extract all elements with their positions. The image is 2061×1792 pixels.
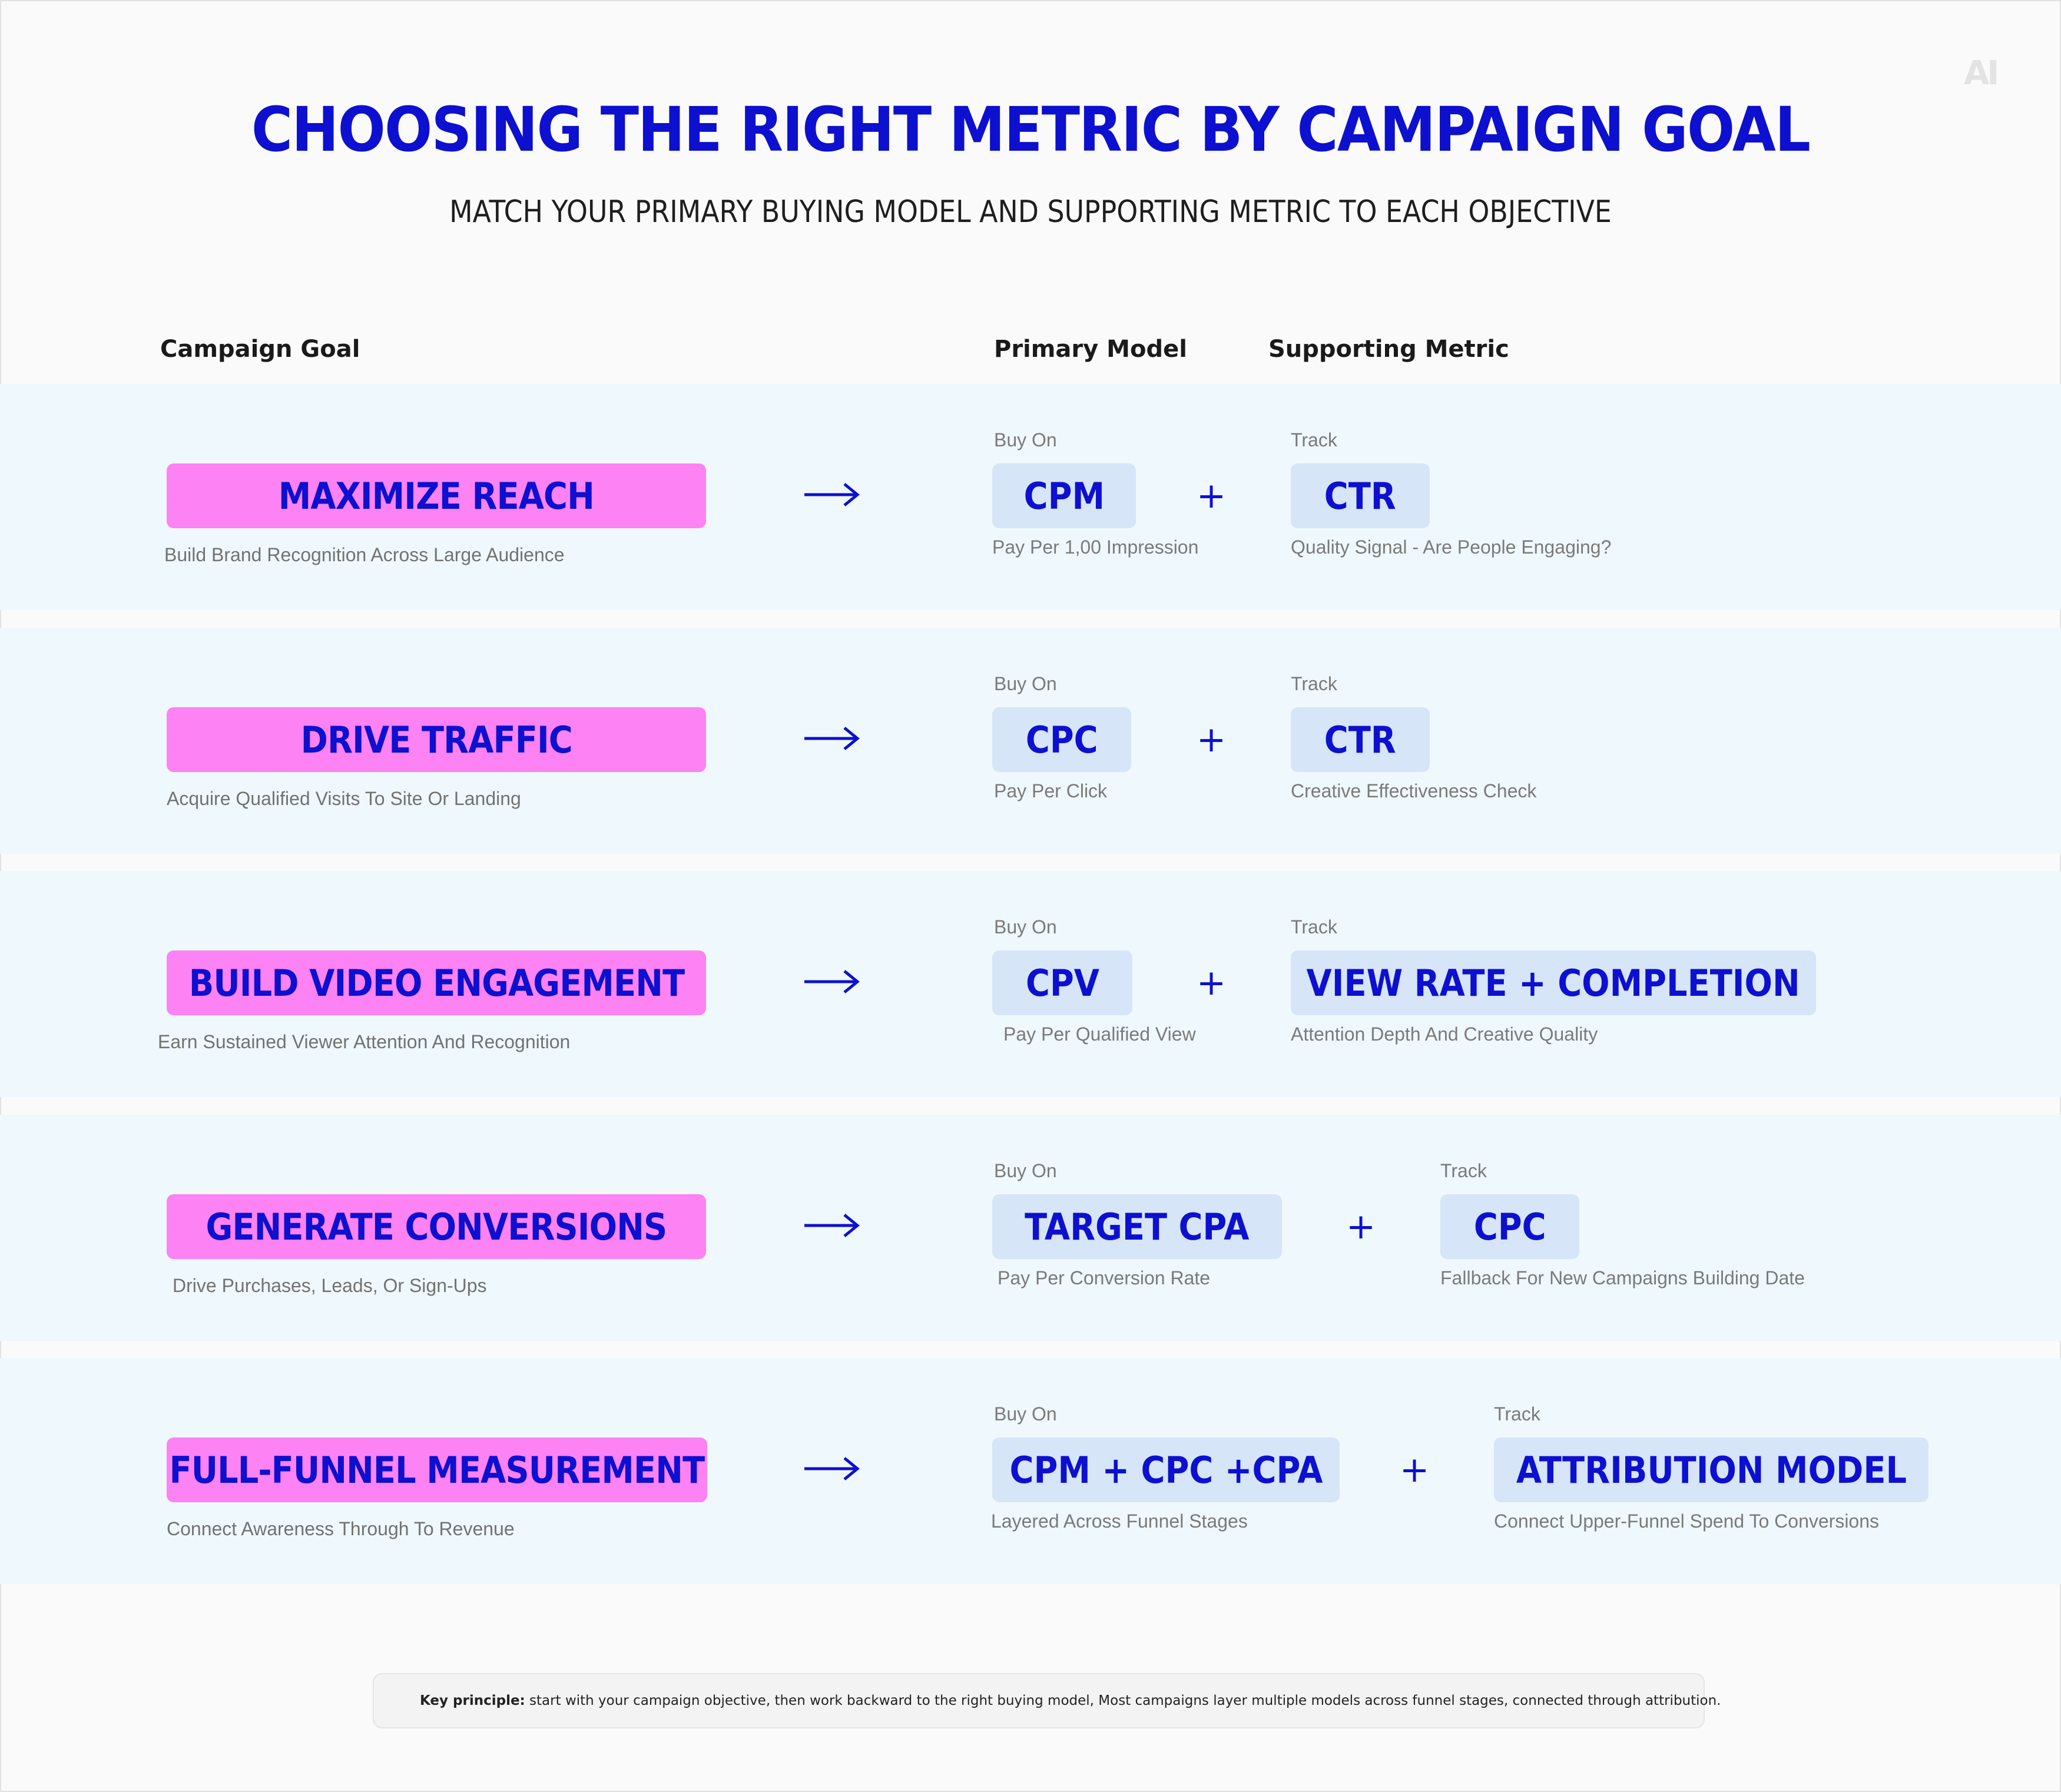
arrow-right-icon	[802, 1208, 861, 1243]
primary-model-description: Pay Per Conversion Rate	[998, 1267, 1211, 1288]
goal-description: Earn Sustained Viewer Attention And Recognition	[158, 1031, 571, 1052]
track-label: Track	[1440, 1160, 1487, 1181]
key-principle-label: Key principle:	[420, 1693, 525, 1708]
supporting-metric-description: Creative Effectiveness Check	[1291, 780, 1537, 801]
supporting-metric-description: Connect Upper-Funnel Spend To Conversions	[1494, 1511, 1880, 1532]
goal-pill: MAXIMIZE REACH	[167, 463, 706, 528]
column-header-primary: Primary Model	[994, 336, 1187, 363]
key-principle-text: start with your campaign objective, then work backward to the right buying model, Most campaigns layer multiple models across funnel stages, connected through attribution.	[525, 1693, 1721, 1708]
primary-model-pill: CPC	[992, 707, 1131, 772]
page-title: CHOOSING THE RIGHT METRIC BY CAMPAIGN GOAL	[251, 94, 1810, 165]
arrow-right-icon	[802, 477, 861, 512]
goal-row	[0, 384, 2061, 610]
supporting-metric-pill: ATTRIBUTION MODEL	[1494, 1437, 1929, 1502]
brand-logo: AI	[1964, 54, 1997, 92]
buy-on-label: Buy On	[994, 916, 1057, 938]
goal-description: Connect Awareness Through To Revenue	[167, 1518, 515, 1539]
plus-icon: +	[1399, 1449, 1430, 1490]
supporting-metric-description: Quality Signal - Are People Engaging?	[1291, 536, 1612, 558]
goal-description: Acquire Qualified Visits To Site Or Landing	[167, 788, 521, 809]
primary-model-description: Pay Per Click	[994, 780, 1108, 801]
buy-on-label: Buy On	[994, 429, 1057, 451]
primary-model-description: Layered Across Funnel Stages	[991, 1511, 1248, 1532]
plus-icon: +	[1196, 962, 1227, 1003]
supporting-metric-pill: CTR	[1291, 707, 1430, 772]
column-header-goal: Campaign Goal	[160, 336, 360, 363]
supporting-metric-pill: CTR	[1291, 463, 1430, 528]
goal-pill: GENERATE CONVERSIONS	[167, 1194, 706, 1259]
goal-row	[0, 1115, 2061, 1341]
primary-model-pill: CPM + CPC +CPA	[992, 1437, 1340, 1502]
supporting-metric-pill: CPC	[1440, 1194, 1579, 1259]
primary-model-pill: CPV	[992, 950, 1132, 1015]
primary-model-description: Pay Per 1,00 Impression	[992, 536, 1199, 558]
supporting-metric-pill: VIEW RATE + COMPLETION	[1291, 950, 1816, 1015]
goal-row	[0, 871, 2061, 1097]
track-label: Track	[1291, 429, 1337, 451]
goal-row	[0, 1358, 2061, 1584]
plus-icon: +	[1196, 475, 1227, 516]
goal-pill: BUILD VIDEO ENGAGEMENT	[167, 950, 706, 1015]
primary-model-pill: TARGET CPA	[992, 1194, 1282, 1259]
plus-icon: +	[1196, 719, 1227, 760]
buy-on-label: Buy On	[994, 673, 1057, 694]
primary-model-pill: CPM	[992, 463, 1136, 528]
page-subtitle: MATCH YOUR PRIMARY BUYING MODEL AND SUPPORTING METRIC TO EACH OBJECTIVE	[449, 194, 1612, 230]
track-label: Track	[1291, 673, 1337, 694]
track-label: Track	[1494, 1403, 1540, 1425]
buy-on-label: Buy On	[994, 1160, 1057, 1181]
primary-model-description: Pay Per Qualified View	[1003, 1023, 1196, 1045]
column-header-supporting: Supporting Metric	[1268, 336, 1509, 363]
arrow-right-icon	[802, 964, 861, 999]
goal-description: Drive Purchases, Leads, Or Sign-Ups	[173, 1275, 487, 1296]
arrow-right-icon	[802, 721, 861, 756]
key-principle-note	[373, 1673, 1721, 1728]
goal-pill: DRIVE TRAFFIC	[167, 707, 706, 772]
goal-pill: FULL-FUNNEL MEASUREMENT	[167, 1437, 707, 1502]
plus-icon: +	[1346, 1206, 1376, 1247]
buy-on-label: Buy On	[994, 1403, 1057, 1425]
goal-description: Build Brand Recognition Across Large Audience	[164, 544, 565, 565]
goal-row	[0, 628, 2061, 854]
track-label: Track	[1291, 916, 1337, 938]
supporting-metric-description: Attention Depth And Creative Quality	[1291, 1023, 1598, 1045]
supporting-metric-description: Fallback For New Campaigns Building Date	[1440, 1267, 1805, 1288]
arrow-right-icon	[802, 1451, 861, 1486]
